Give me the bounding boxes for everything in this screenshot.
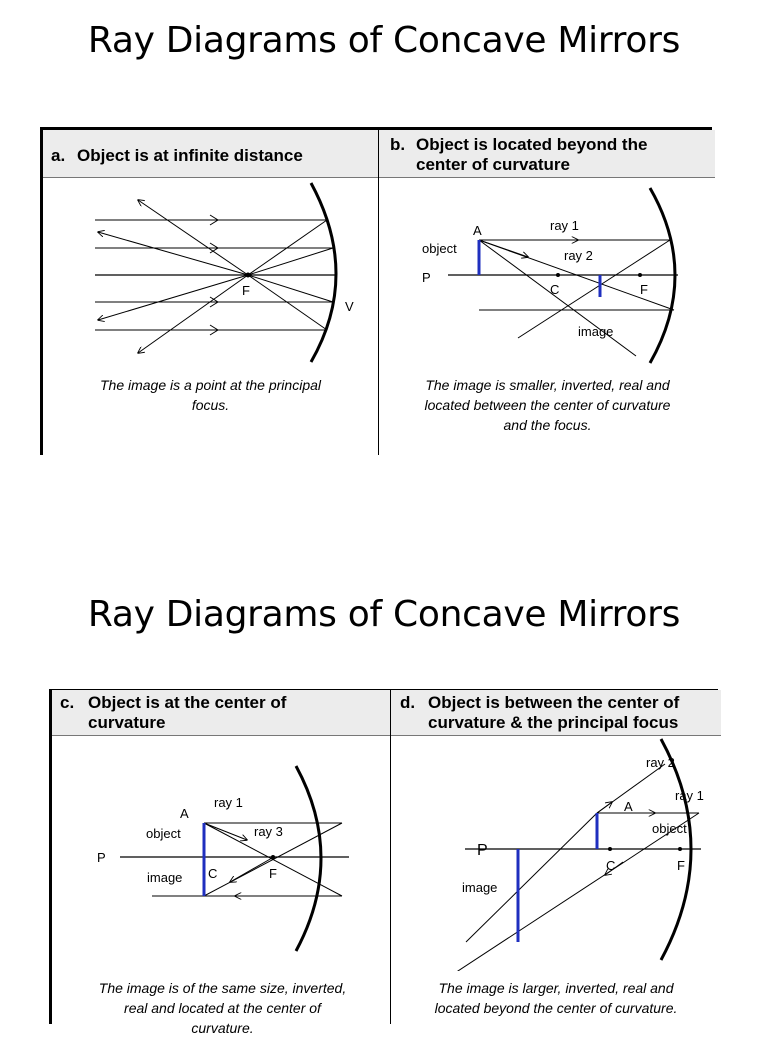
label-c: C — [550, 282, 560, 297]
diagram-panel-top — [40, 127, 712, 455]
panel-b-heading-line2: center of curvature — [416, 155, 570, 174]
diagram-c — [52, 736, 390, 971]
label-ray3: ray 3 — [254, 824, 283, 839]
focus-point — [638, 273, 642, 277]
label-image: image — [147, 870, 183, 885]
label-image: image — [462, 880, 498, 895]
panel-d-header — [390, 690, 721, 736]
panel-b-caption-line2: located between the center of curvature — [424, 397, 671, 413]
label-c: C — [208, 866, 218, 881]
focus-point — [271, 855, 275, 859]
concave-mirror — [311, 183, 336, 362]
panel-d-letter: d. — [400, 693, 416, 712]
slide-title-top: Ray Diagrams of Concave Mirrors — [87, 20, 681, 61]
label-object: object — [422, 241, 457, 256]
panel-c-letter: c. — [60, 693, 75, 712]
label-focus: F — [242, 283, 250, 298]
panel-a-caption — [53, 375, 368, 415]
panel-b-caption-line3: and the focus. — [503, 417, 592, 433]
label-ray1: ray 1 — [550, 218, 579, 233]
label-c: C — [606, 858, 616, 873]
panel-a-letter: a. — [51, 146, 66, 165]
slide-title-bottom: Ray Diagrams of Concave Mirrors — [87, 594, 681, 635]
panel-c-caption — [60, 978, 385, 1038]
label-object: object — [146, 826, 181, 841]
label-a: A — [473, 223, 482, 238]
panel-c-caption-line2: real and located at the center of — [124, 1000, 321, 1016]
label-p: P — [97, 850, 106, 865]
panel-a-caption-line1: The image is a point at the principal — [99, 377, 321, 393]
diagram-panel-bottom — [49, 689, 718, 1036]
panel-a-heading: Object is at infinite distance — [77, 146, 303, 165]
panel-d-caption-line2: located beyond the center of curvature. — [434, 1000, 678, 1016]
focus-point — [678, 847, 682, 851]
panel-b-heading-line1: Object is located beyond the — [416, 135, 648, 154]
panel-d-heading-line2: curvature & the principal focus — [428, 713, 679, 732]
center-point — [556, 273, 560, 277]
panel-b-caption — [386, 375, 709, 435]
panel-d-caption — [396, 978, 716, 1018]
label-f: F — [677, 858, 685, 873]
label-ray1: ray 1 — [675, 788, 704, 803]
panel-d-heading-line1: Object is between the center of — [428, 693, 680, 712]
diagram-a — [43, 178, 378, 378]
label-f: F — [640, 282, 648, 297]
label-ray1: ray 1 — [214, 795, 243, 810]
label-object: object — [652, 821, 687, 836]
panel-d-caption-line1: The image is larger, inverted, real and — [438, 980, 674, 996]
label-vertex: V — [345, 299, 354, 314]
center-point — [608, 847, 612, 851]
diagram-b — [378, 178, 715, 378]
diagram-d — [390, 736, 721, 971]
panel-a-caption-line2: focus. — [191, 397, 230, 413]
panel-c-caption-line3: curvature. — [191, 1020, 254, 1036]
panel-c-header — [52, 690, 390, 736]
panel-b-caption-line1: The image is smaller, inverted, real and — [425, 377, 670, 393]
label-a: A — [180, 806, 189, 821]
panel-b-header — [378, 130, 715, 178]
panel-b-letter: b. — [390, 135, 406, 154]
label-p: P — [477, 842, 488, 859]
panel-a-header — [43, 130, 378, 178]
panel-c-caption-line1: The image is of the same size, inverted, — [98, 980, 347, 996]
label-f: F — [269, 866, 277, 881]
label-a: A — [624, 799, 633, 814]
panel-c-heading-line2: curvature — [88, 713, 166, 732]
label-image: image — [578, 324, 614, 339]
label-ray2: ray 2 — [564, 248, 593, 263]
concave-mirror — [296, 766, 321, 951]
panel-c-heading-line1: Object is at the center of — [88, 693, 287, 712]
label-p: P — [422, 270, 431, 285]
label-ray2: ray 2 — [646, 755, 675, 770]
focus-point — [246, 273, 251, 278]
